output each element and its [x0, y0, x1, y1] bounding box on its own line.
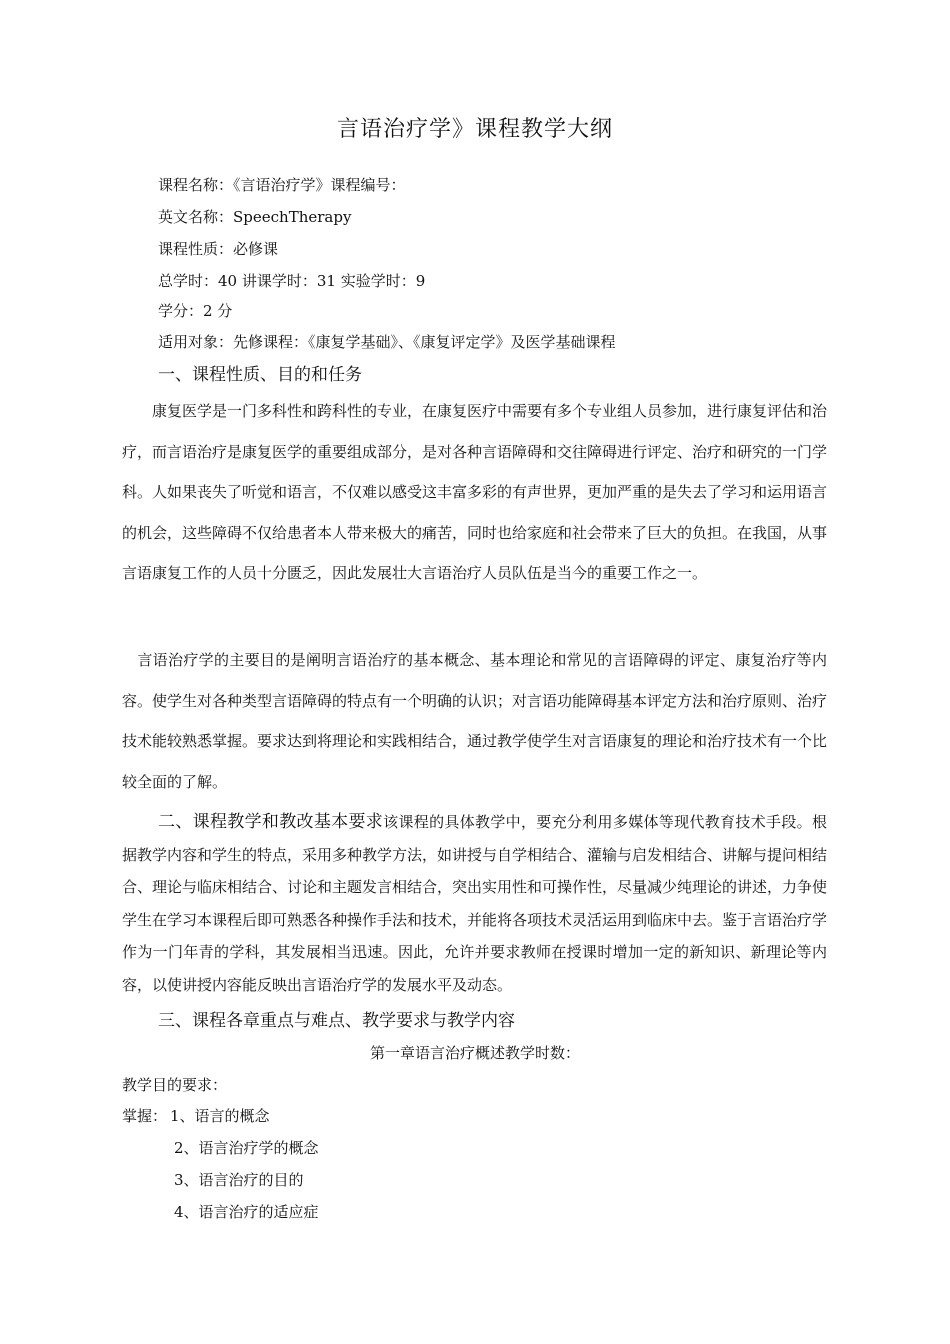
section2-body: 该课程的具体教学中，要充分利用多媒体等现代教育技术手段。根据教学内容和学生的特点，采用多种教学方法，如讲授与自学相结合、灌输与启发相结合、讲解与提问相结合、理论与临床相结合、讨论和主题发言相结合，突出实用性和可操作性，尽量减少纯理论的讲述，力争使学生在学习本课程后即可熟悉各种操作手法和技术，并能将各项技术灵活运用到临床中去。鉴于言语治疗学作为一门年青的学科，其发展相当迅速。因此，允许并要求教师在授课时增加一定的新知识、新理论等内容，以使讲授内容能反映出言语治疗学的发展水平及动态。	[122, 813, 828, 994]
objectives-label: 教学目的要求：	[122, 1076, 228, 1094]
english-name-line: 英文名称：SpeechTherapy	[158, 208, 352, 226]
master-item-1: 1、语言的概念	[170, 1107, 270, 1125]
document-title: 言语治疗学》课程教学大纲	[336, 117, 613, 142]
master-label: 掌握：	[122, 1107, 168, 1125]
credits-line: 学分：2 分	[158, 302, 233, 320]
master-item-2: 2、语言治疗学的概念	[174, 1139, 319, 1157]
target-line: 适用对象：先修课程：《康复学基础》、《康复评定学》及医学基础课程	[158, 333, 616, 351]
master-item-4: 4、语言治疗的适应症	[174, 1203, 319, 1221]
course-hours-line: 总学时：40 讲课学时：31 实验学时：9	[158, 272, 426, 290]
section3-heading: 三、课程各章重点与难点、教学要求与教学内容	[158, 1011, 515, 1031]
section1-paragraph-2: 言语治疗学的主要目的是阐明言语治疗的基本概念、基本理论和常见的言语障碍的评定、康复治疗等内容。使学生对各种类型言语障碍的特点有一个明确的认识；对言语功能障碍基本评定方法和治疗原则、治疗技术能较熟悉掌握。要求达到将理论和实践相结合，通过教学使学生对言语康复的理论和治疗技术有一个比较全面的了解。	[122, 651, 828, 791]
master-item-3: 3、语言治疗的目的	[174, 1171, 304, 1189]
course-nature-line: 课程性质：必修课	[158, 240, 279, 258]
course-name-line: 课程名称：《言语治疗学》课程编号：	[158, 176, 406, 194]
section1-heading: 一、课程性质、目的和任务	[158, 365, 362, 385]
chapter1-heading: 第一章语言治疗概述教学时数：	[369, 1044, 580, 1062]
section1-paragraph-1: 康复医学是一门多科性和跨科性的专业，在康复医疗中需要有多个专业组人员参加，进行康复评估和治疗，而言语治疗是康复医学的重要组成部分，是对各种言语障碍和交往障碍进行评定、治疗和研究的一门学科。人如果丧失了听觉和语言，不仅难以感受这丰富多彩的有声世界，更加严重的是失去了学习和运用语言的机会，这些障碍不仅给患者本人带来极大的痛苦，同时也给家庭和社会带来了巨大的负担。在我国，从事言语康复工作的人员十分匮乏，因此发展壮大言语治疗人员队伍是当今的重要工作之一。	[122, 402, 828, 582]
section2-block	[122, 806, 827, 1002]
section2-heading: 二、课程教学和教改基本要求	[158, 812, 384, 832]
